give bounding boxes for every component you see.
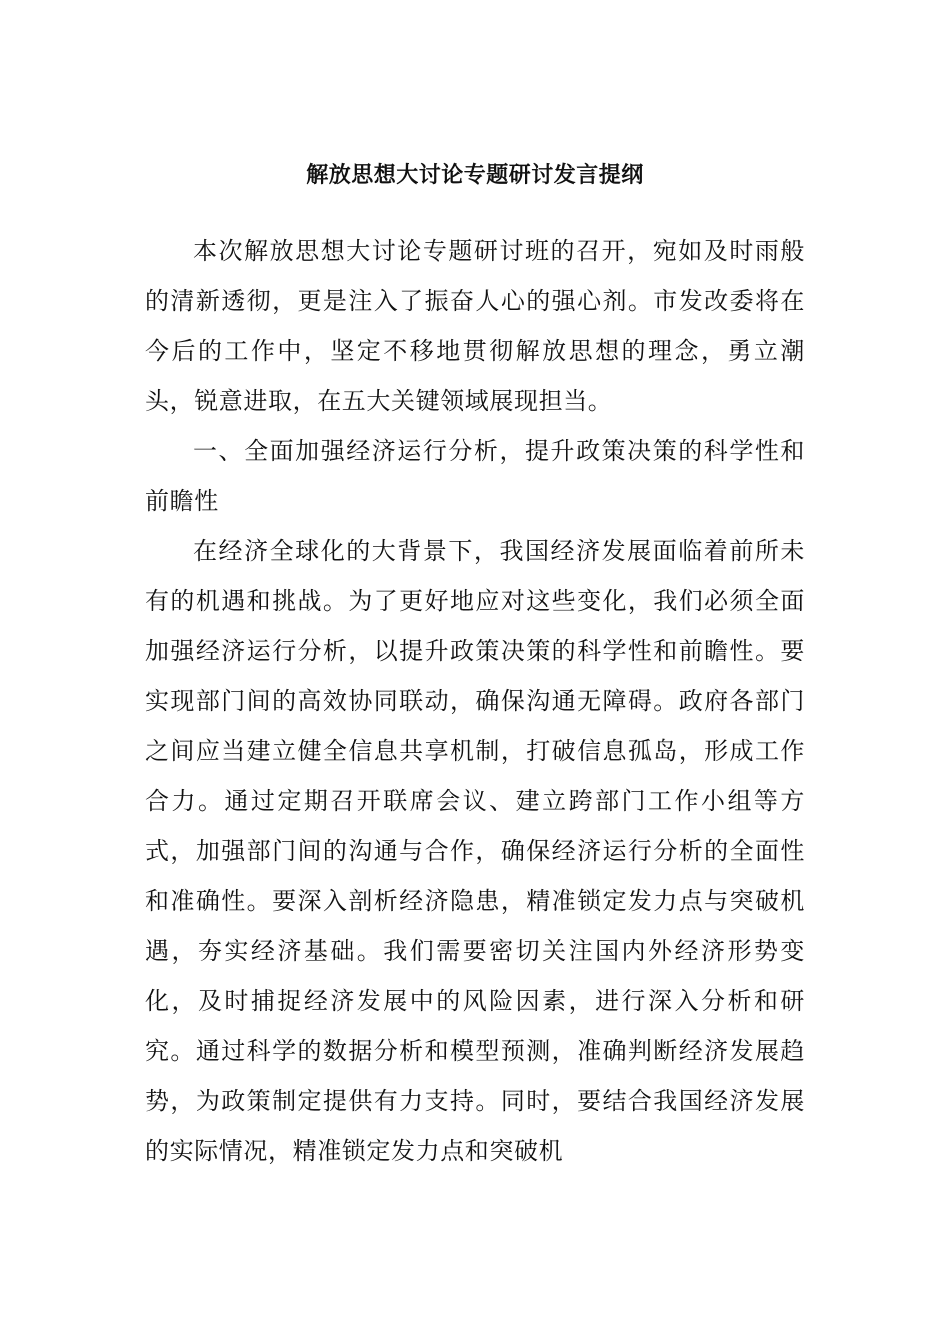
intro-paragraph: 本次解放思想大讨论专题研讨班的召开，宛如及时雨般的清新透彻，更是注入了振奋人心的强心剂。市发改委将在今后的工作中，坚定不移地贯彻解放思想的理念，勇立潮头，锐意进取，在五大关键领域展现担当。 [145,237,805,415]
section-1-paragraph: 在经济全球化的大背景下，我国经济发展面临着前所未有的机遇和挑战。为了更好地应对这些变化，我们必须全面加强经济运行分析，以提升政策决策的科学性和前瞻性。要实现部门间的高效协同联动，确保沟通无障碍。政府各部门之间应当建立健全信息共享机制，打破信息孤岛，形成工作合力。通过定期召开联席会议、建立跨部门工作小组等方式，加强部门间的沟通与合作，确保经济运行分析的全面性和准确性。要深入剖析经济隐患，精准锁定发力点与突破机遇，夯实经济基础。我们需要密切关注国内外经济形势变化，及时捕捉经济发展中的风险因素，进行深入分析和研究。通过科学的数据分析和模型预测，准确判断经济发展趋势，为政策制定提供有力支持。同时，要结合我国经济发展的实际情况，精准锁定发力点和突破机 [145,537,805,1165]
section-heading-1: 一、全面加强经济运行分析，提升政策决策的科学性和前瞻性 [145,437,805,515]
document-body [145,226,805,1176]
document-title: 解放思想大讨论专题研讨发言提纲 [306,163,644,188]
